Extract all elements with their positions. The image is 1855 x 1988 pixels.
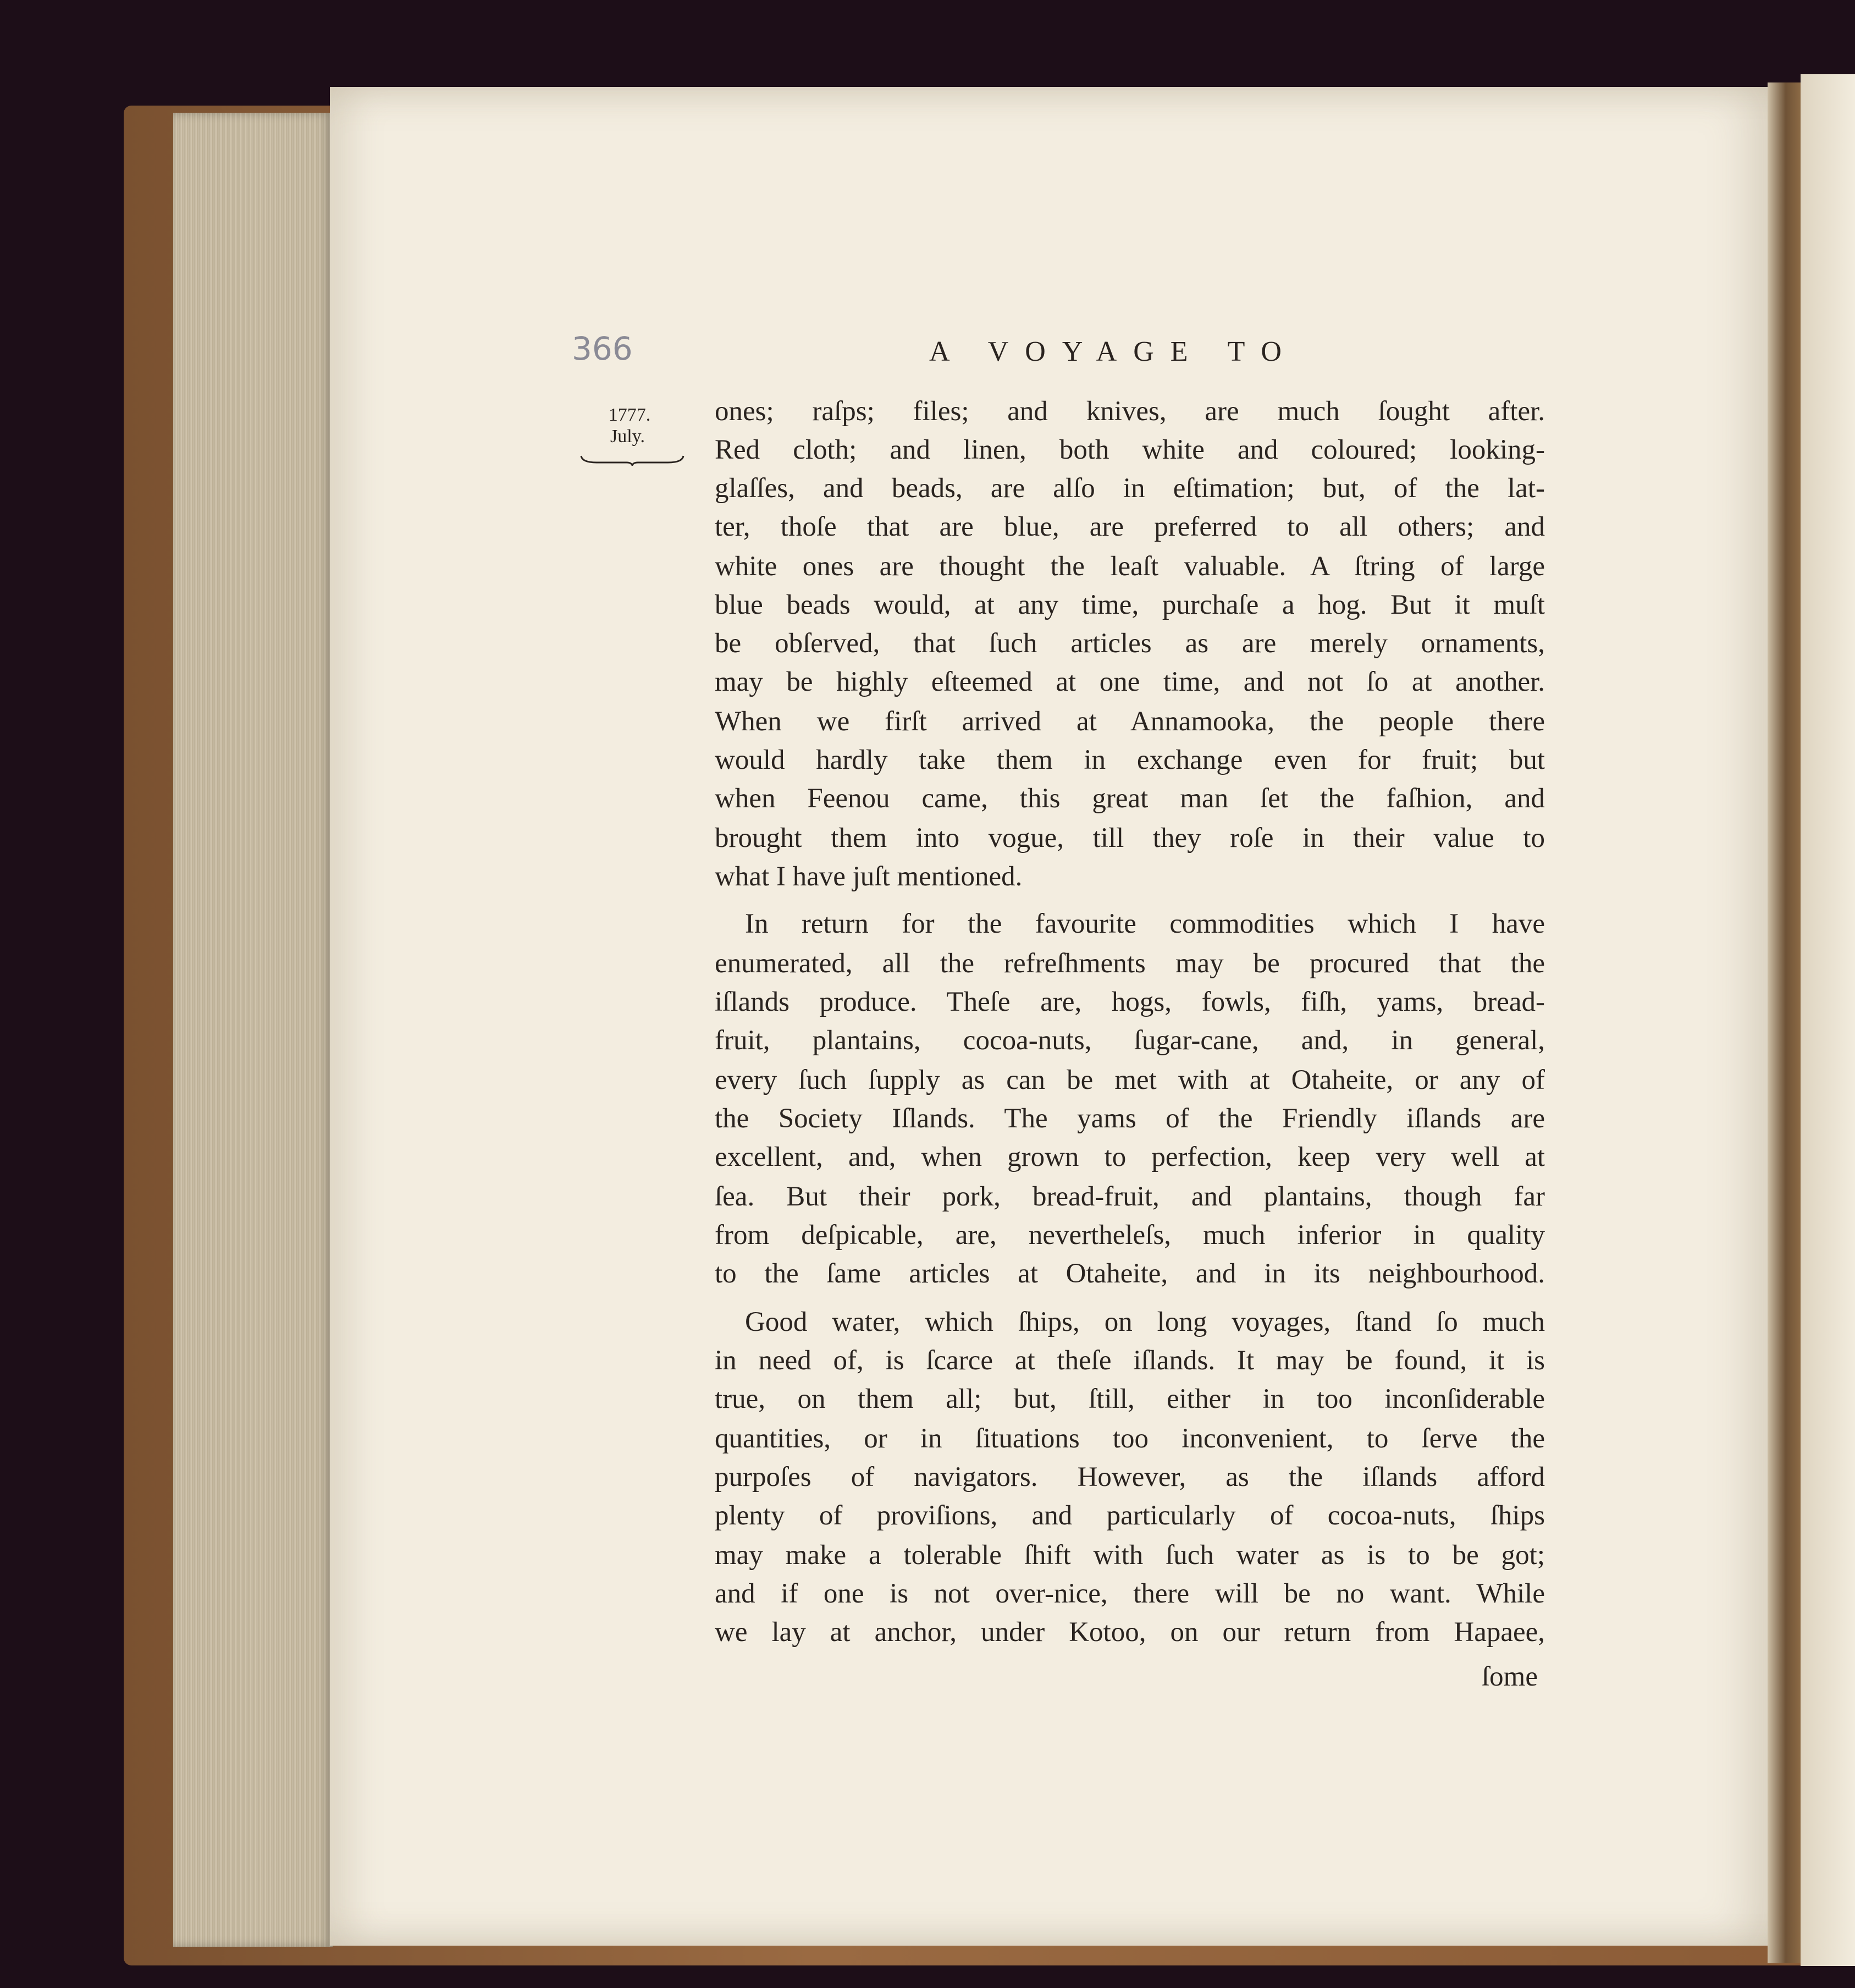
text-line: when Feenou came, this great man ſet the faſhion, and bbox=[715, 783, 1545, 814]
text-line: every ſuch ſupply as can be met with at Otaheite, or any of bbox=[715, 1065, 1545, 1095]
text-line: brought them into vogue, till they roſe in their value to bbox=[715, 823, 1545, 853]
text-line: and if one is not over-nice, there will be no want. While bbox=[715, 1578, 1545, 1609]
catchword: ſome bbox=[1482, 1661, 1538, 1692]
text-line: may make a tolerable ſhift with ſuch water as is to be got; bbox=[715, 1540, 1545, 1571]
text-line: plenty of proviſions, and particularly of cocoa-nuts, ſhips bbox=[715, 1500, 1545, 1531]
running-head: A VOYAGE TO bbox=[929, 336, 1298, 367]
margin-note-month: July. bbox=[610, 426, 645, 447]
margin-brace bbox=[580, 454, 684, 466]
text-line: true, on them all; but, ſtill, either in too inconſiderable bbox=[715, 1384, 1545, 1414]
text-line: we lay at anchor, under Kotoo, on our return from Hapaee, bbox=[715, 1617, 1545, 1648]
text-line: ones; raſps; files; and knives, are much ſought after. bbox=[715, 396, 1545, 427]
page-number: 366 bbox=[572, 330, 633, 367]
text-line: from deſpicable, are, nevertheleſs, much inferior in quality bbox=[715, 1220, 1545, 1251]
text-line: to the ſame articles at Otaheite, and in its neighbourhood. bbox=[715, 1258, 1545, 1289]
text-line: white ones are thought the leaſt valuable. A ſtring of large bbox=[715, 551, 1545, 582]
text-line: ter, thoſe that are blue, are preferred to all others; and bbox=[715, 511, 1545, 542]
text-line: glaſſes, and beads, are alſo in eſtimation; but, of the lat- bbox=[715, 473, 1545, 504]
text-line: quantities, or in ſituations too inconvenient, to ſerve the bbox=[715, 1423, 1545, 1454]
text-line: be obſerved, that ſuch articles as are merely ornaments, bbox=[715, 628, 1545, 659]
text-line: excellent, and, when grown to perfection, keep very well at bbox=[715, 1142, 1545, 1172]
text-line: When we firſt arrived at Annamooka, the people there bbox=[715, 706, 1545, 737]
text-line: Red cloth; and linen, both white and coloured; looking- bbox=[715, 434, 1545, 465]
text-line: would hardly take them in exchange even for fruit; but bbox=[715, 745, 1545, 775]
paragraph-first-line: In return for the favourite commodities which I have bbox=[745, 908, 1545, 939]
text-line: enumerated, all the refreſhments may be procured that the bbox=[715, 948, 1545, 979]
text-line: purpoſes of navigators. However, as the iſlands afford bbox=[715, 1462, 1545, 1493]
text-line: fruit, plantains, cocoa-nuts, ſugar-cane, and, in general, bbox=[715, 1025, 1545, 1056]
text-line: in need of, is ſcarce at theſe iſlands. It may be found, it is bbox=[715, 1345, 1545, 1376]
margin-note-year: 1777. bbox=[608, 405, 651, 425]
text-line: may be highly eſteemed at one time, and not ſo at another. bbox=[715, 667, 1545, 697]
text-line: the Society Iſlands. The yams of the Friendly iſlands are bbox=[715, 1103, 1545, 1134]
text-line: blue beads would, at any time, purchaſe a hog. But it muſt bbox=[715, 590, 1545, 620]
text-line: what I have juſt mentioned. bbox=[715, 861, 1023, 892]
paragraph-first-line: Good water, which ſhips, on long voyages, ſtand ſo much bbox=[745, 1307, 1545, 1337]
text-line: ſea. But their pork, bread-fruit, and plantains, though far bbox=[715, 1181, 1545, 1212]
text-line: iſlands produce. Theſe are, hogs, fowls, fiſh, yams, bread- bbox=[715, 987, 1545, 1017]
